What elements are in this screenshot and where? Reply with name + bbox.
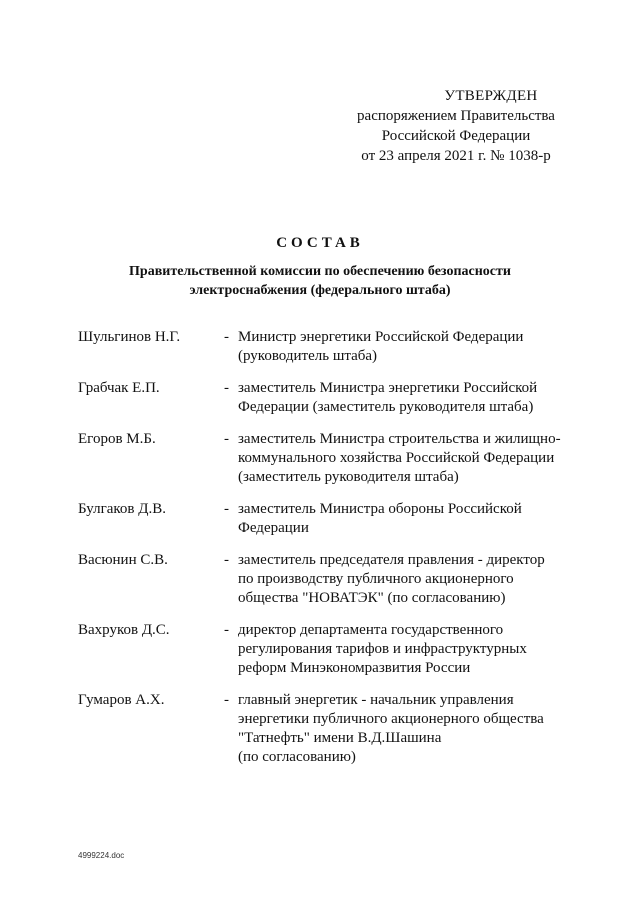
member-role — [238, 691, 568, 767]
member-role-line: (по согласованию) — [238, 749, 356, 765]
subtitle-line-2: электроснабжения (федерального штаба) — [189, 283, 451, 298]
member-row — [78, 430, 598, 487]
member-dash: - — [224, 431, 229, 447]
member-dash: - — [224, 692, 229, 708]
member-role — [238, 328, 568, 366]
member-role-line: (руководитель штаба) — [238, 348, 378, 364]
member-name: Гумаров А.Х. — [78, 692, 165, 708]
member-role-line: Федерации — [238, 520, 309, 536]
member-role-line: общества "НОВАТЭК" (по согласованию) — [238, 590, 506, 606]
member-row — [78, 500, 598, 538]
approval-line-1: распоряжением Правительства — [357, 108, 555, 124]
member-role — [238, 500, 568, 538]
member-name: Шульгинов Н.Г. — [78, 329, 181, 345]
member-role-line: энергетики публичного акционерного общества — [238, 711, 544, 727]
member-role-line: заместитель Министра строительства и жилищно- — [238, 431, 561, 447]
member-role-line: регулирования тарифов и инфраструктурных — [238, 641, 527, 657]
member-role-line: заместитель Министра энергетики Российской — [238, 380, 538, 396]
member-role — [238, 551, 568, 608]
member-role — [238, 430, 568, 487]
member-role-line: Федерации (заместитель руководителя штаба) — [238, 399, 534, 415]
title-block — [60, 233, 580, 300]
member-dash: - — [224, 501, 229, 517]
footer-file-code: 4999224.doc — [78, 851, 125, 860]
member-role-line: главный энергетик - начальник управления — [238, 692, 514, 708]
member-role-line: по производству публичного акционерного — [238, 571, 514, 587]
document-subtitle — [60, 262, 580, 300]
member-row — [78, 691, 598, 767]
member-role-line: "Татнефть" имени В.Д.Шашина — [238, 730, 442, 746]
member-dash: - — [224, 329, 229, 345]
member-row — [78, 551, 598, 608]
member-role-line: (заместитель руководителя штаба) — [238, 469, 459, 485]
member-role — [238, 621, 568, 678]
member-role-line: коммунального хозяйства Российской Федерации — [238, 450, 555, 466]
approval-block — [300, 86, 612, 166]
member-name: Булгаков Д.В. — [78, 501, 166, 517]
member-dash: - — [224, 622, 229, 638]
document-title: СОСТАВ — [276, 235, 364, 251]
member-name: Вахруков Д.С. — [78, 622, 170, 638]
member-role-line: реформ Минэкономразвития России — [238, 660, 471, 676]
member-row — [78, 328, 598, 366]
member-role-line: Министр энергетики Российской Федерации — [238, 329, 524, 345]
members-list — [78, 328, 598, 767]
member-role-line: заместитель Министра обороны Российской — [238, 501, 522, 517]
approval-heading: УТВЕРЖДЕН — [444, 88, 538, 104]
member-row — [78, 379, 598, 417]
member-dash: - — [224, 380, 229, 396]
member-role-line: директор департамента государственного — [238, 622, 504, 638]
approval-line-3: от 23 апреля 2021 г. № 1038-р — [361, 148, 551, 164]
member-role — [238, 379, 568, 417]
member-name: Васюнин С.В. — [78, 552, 168, 568]
member-row — [78, 621, 598, 678]
subtitle-line-1: Правительственной комиссии по обеспечению безопасности — [129, 264, 511, 279]
member-name: Грабчак Е.П. — [78, 380, 160, 396]
member-role-line: заместитель председателя правления - директор — [238, 552, 545, 568]
member-name: Егоров М.Б. — [78, 431, 156, 447]
approval-line-2: Российской Федерации — [381, 128, 531, 144]
member-dash: - — [224, 552, 229, 568]
